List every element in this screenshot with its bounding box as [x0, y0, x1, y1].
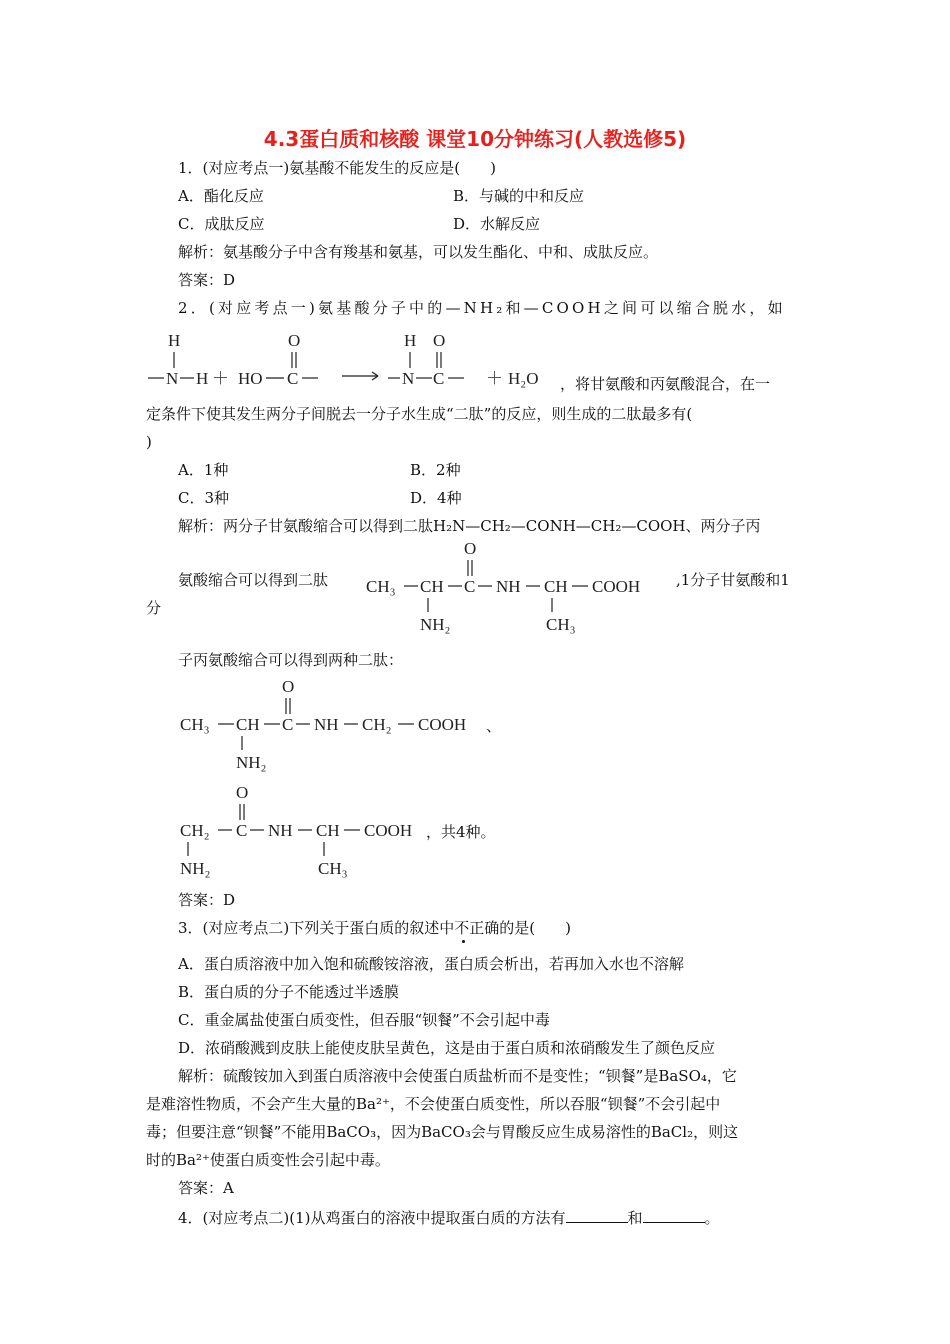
svg-text:CH: CH: [236, 715, 260, 734]
q2-stem-line3: ): [146, 433, 152, 451]
svg-text:COOH: COOH: [592, 577, 641, 596]
eq-o2: O: [433, 331, 446, 350]
eq-plus: ＋: [212, 369, 229, 388]
q3-option-d: D．浓硝酸溅到皮肤上能使皮肤呈黄色，这是由于蛋白质和浓硝酸发生了颜色反应: [178, 1039, 716, 1057]
eq-o1: O: [288, 331, 301, 350]
svg-text:CH₃: CH₃: [366, 577, 396, 596]
q3-emphasis-not: 不: [454, 919, 470, 937]
q1-answer: 答案：D: [178, 271, 236, 289]
q1-option-a: A．酯化反应: [178, 187, 264, 205]
eq-plus2: ＋: [486, 369, 503, 388]
svg-text:CH₃: CH₃: [318, 859, 348, 878]
svg-text:C: C: [282, 715, 294, 734]
q3-analysis-line2: 是难溶性物质，不会产生大量的Ba²⁺，不会使蛋白质变性，所以吞服“钡餐”不会引起中: [146, 1095, 721, 1113]
q2-analysis-line2a: 氨酸缩合可以得到二肽: [178, 571, 329, 589]
eq-h-top: H: [168, 331, 181, 350]
q2-analysis-line3: 子丙氨酸缩合可以得到两种二肽：: [178, 651, 404, 669]
q2-stem: 2．(对应考点一)氨基酸分子中的—NH₂和—COOH之间可以缩合脱水，如: [178, 299, 786, 317]
ala-gly-dipeptide: [180, 676, 480, 776]
q3-option-a: A．蛋白质溶液中加入饱和硫酸铵溶液，蛋白质会析出，若再加入水也不溶解: [178, 955, 684, 973]
eq-h-top2: H: [404, 331, 417, 350]
svg-text:NH₂: NH₂: [236, 753, 267, 772]
q2-stem-line2: 定条件下使其发生两分子间脱去一分子水生成“二肽”的反应，则生成的二肽最多有(: [146, 405, 693, 423]
ala-ala-dipeptide: [366, 538, 666, 638]
svg-text:COOH: COOH: [364, 821, 413, 840]
q4-stem: 4．(对应考点二)(1)从鸡蛋白的溶液中提取蛋白质的方法有 和 。: [178, 1206, 720, 1228]
eq-n2: N: [402, 369, 415, 388]
svg-text:NH: NH: [314, 715, 339, 734]
q1-option-b: B．与碱的中和反应: [453, 187, 585, 205]
svg-text:C: C: [464, 577, 476, 596]
eq-ho: HO: [238, 369, 263, 388]
eq-h: H: [196, 369, 209, 388]
eq-c1: C: [287, 369, 299, 388]
q2-analysis-tail: ，共4种。: [426, 823, 496, 841]
q2-option-d: D．4种: [410, 489, 462, 507]
eq-water: H₂O: [508, 369, 539, 388]
svg-text:CH₃: CH₃: [180, 715, 210, 734]
q4-blank-1[interactable]: [566, 1206, 628, 1223]
q2-option-a: A．1种: [178, 461, 229, 479]
svg-text:NH: NH: [268, 821, 293, 840]
q3-analysis-line4: 时的Ba²⁺使蛋白质变性会引起中毒。: [146, 1151, 390, 1169]
svg-text:CH: CH: [420, 577, 444, 596]
q2-analysis-line2c: 分: [146, 599, 162, 617]
svg-text:CH₂: CH₂: [180, 821, 210, 840]
q2-separator: 、: [486, 717, 502, 735]
svg-text:CH: CH: [544, 577, 568, 596]
q3-option-b: B．蛋白质的分子不能透过半透膜: [178, 983, 400, 1001]
q3-stem: 3．(对应考点二)下列关于蛋白质的叙述中不正确的是( ): [178, 919, 571, 937]
q2-analysis-line2b: ,1分子甘氨酸和1: [676, 571, 790, 589]
q2-answer: 答案：D: [178, 891, 236, 909]
q1-stem: 1．(对应考点一)氨基酸不能发生的反应是( ): [178, 159, 496, 177]
q4-blank-2[interactable]: [643, 1206, 705, 1223]
q3-analysis-line1: 解析：硫酸铵加入到蛋白质溶液中会使蛋白质盐析而不是变性；“钡餐”是BaSO₄，它: [178, 1067, 737, 1085]
q2-stem-tail: ，将甘氨酸和丙氨酸混合，在一: [560, 375, 771, 393]
svg-text:NH₂: NH₂: [420, 615, 451, 634]
eq-n: N: [166, 369, 179, 388]
svg-text:CH₃: CH₃: [546, 615, 576, 634]
q2-option-c: C．3种: [178, 489, 230, 507]
page-title: 4.3蛋白质和核酸 课堂10分钟练习(人教选修5): [263, 127, 687, 151]
svg-text:COOH: COOH: [418, 715, 467, 734]
q3-option-c: C．重金属盐使蛋白质变性，但吞服“钡餐”不会引起中毒: [178, 1011, 550, 1029]
svg-text:NH₂: NH₂: [180, 859, 211, 878]
svg-text:C: C: [236, 821, 248, 840]
svg-text:O: O: [236, 783, 249, 802]
q2-option-b: B．2种: [410, 461, 461, 479]
q1-option-d: D．水解反应: [453, 215, 541, 233]
q3-answer: 答案：A: [178, 1179, 234, 1197]
q3-analysis-line3: 毒；但要注意“钡餐”不能用BaCO₃，因为BaCO₃会与胃酸反应生成易溶性的BaCl₂，则这: [146, 1123, 739, 1141]
svg-text:CH₂: CH₂: [362, 715, 392, 734]
q1-analysis: 解析：氨基酸分子中含有羧基和氨基，可以发生酯化、中和、成肽反应。: [178, 243, 659, 261]
svg-text:O: O: [464, 539, 477, 558]
eq-c2: C: [433, 369, 445, 388]
svg-text:CH: CH: [316, 821, 340, 840]
q2-analysis-line1: 解析：两分子甘氨酸缩合可以得到二肽H₂N—CH₂—CONH—CH₂—COOH、两分子丙: [178, 517, 761, 535]
svg-text:NH: NH: [496, 577, 521, 596]
svg-text:O: O: [282, 677, 295, 696]
condensation-equation: [146, 330, 556, 390]
q1-option-c: C．成肽反应: [178, 215, 265, 233]
